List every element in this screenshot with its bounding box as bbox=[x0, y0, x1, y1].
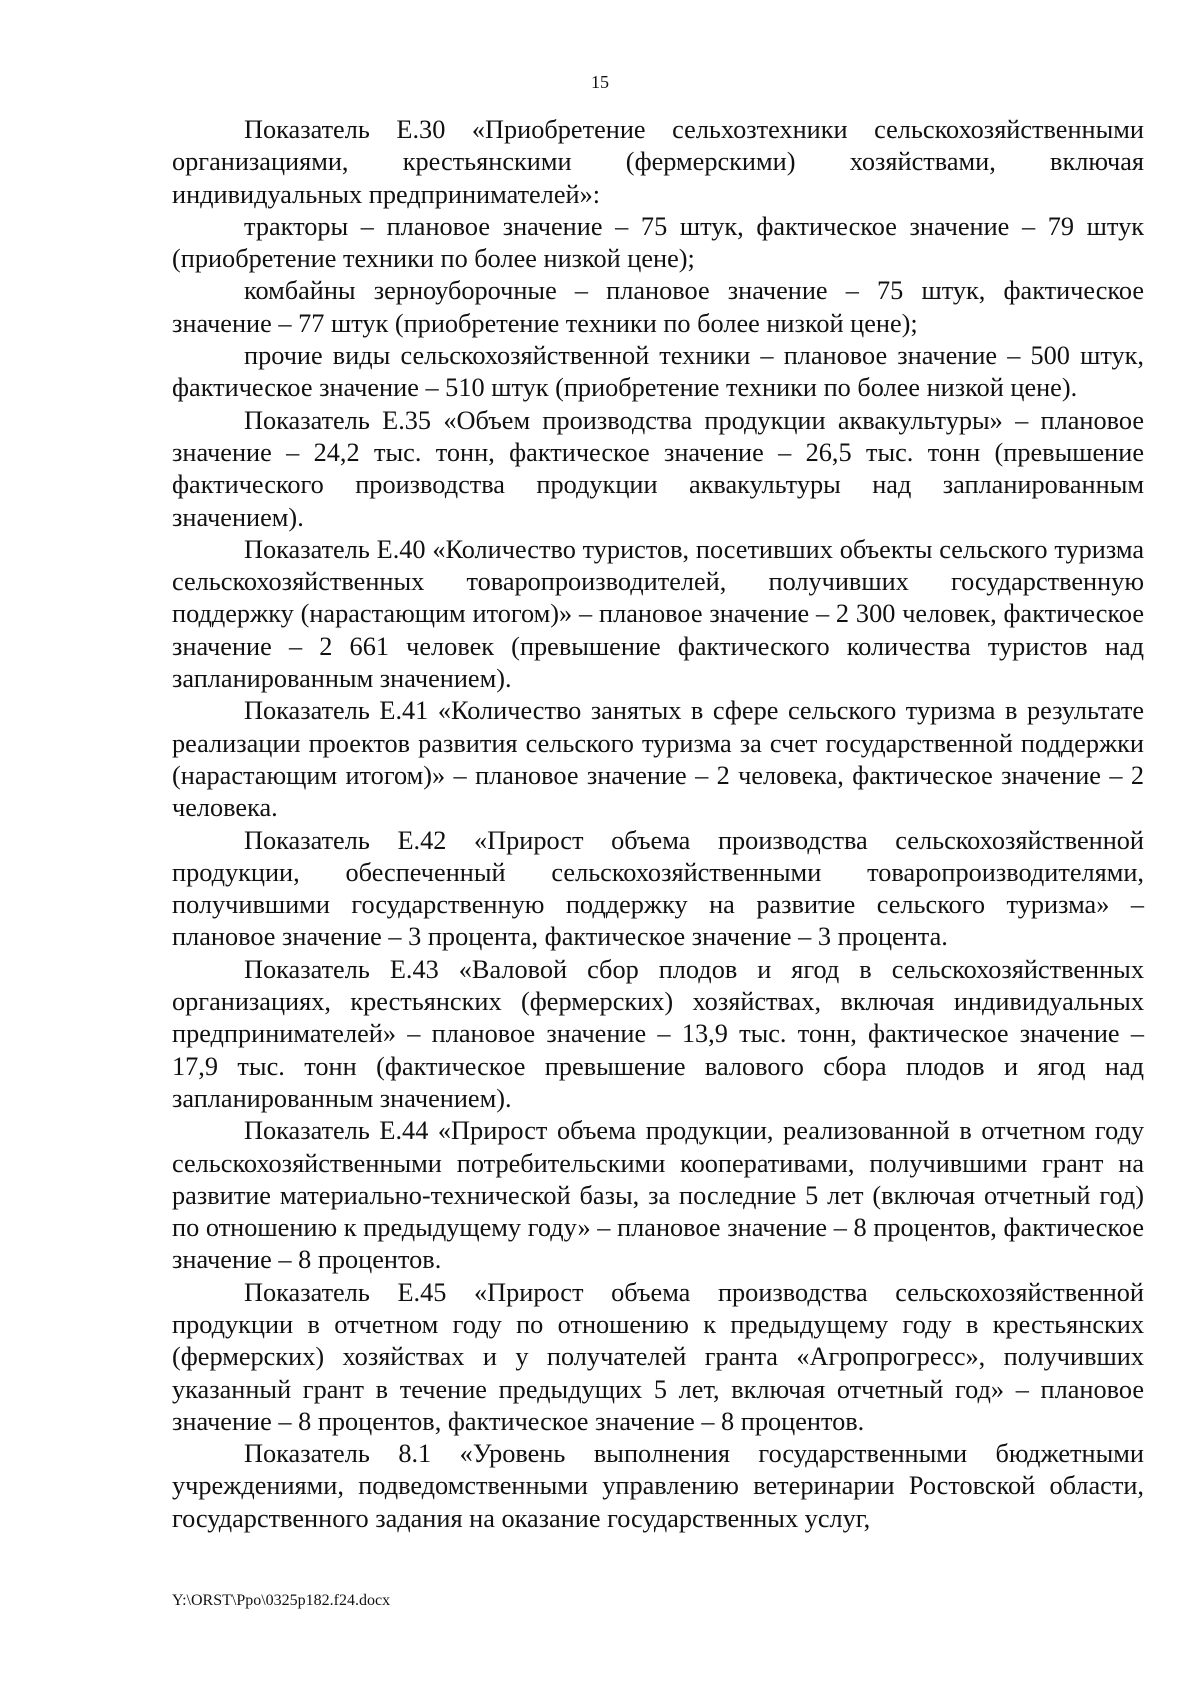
paragraph-e40: Показатель Е.40 «Количество туристов, посетивших объекты сельского туризма сельскохозяйственных товаропроизводителей, получивших государственную поддержку (нарастающим итогом)» – плановое значение – 2 300 человек, фактическое значение – 2 661 человек (превышение фактического количества туристов над запланированным значением). bbox=[172, 534, 1144, 694]
paragraph-e30-title: Показатель Е.30 «Приобретение сельхозтехники сельскохозяйственными организациями, крестьянскими (фермерскими) хозяйствами, включая индивидуальных предпринимателей»: bbox=[172, 115, 1144, 209]
paragraph-combines: комбайны зерноуборочные – плановое значение – 75 штук, фактическое значение – 77 штук (приобретение техники по более низкой цене); bbox=[172, 276, 1144, 338]
paragraph-e44: Показатель Е.44 «Прирост объема продукции, реализованной в отчетном году сельскохозяйственными потребительскими кооперативами, получившими грант на развитие материально-технической базы, за последние 5 лет (включая отчетный год) по отношению к предыдущему году» – плановое значение – 8 процентов, фактическое значение – 8 процентов. bbox=[172, 1116, 1144, 1275]
paragraph-e42: Показатель Е.42 «Прирост объема производства сельскохозяйственной продукции, обеспеченный сельскохозяйственными товаропроизводителями, получившими государственную поддержку на развитие сельского туризма» – плановое значение – 3 процента, фактическое значение – 3 процента. bbox=[172, 825, 1144, 952]
page-number: 15 bbox=[591, 72, 609, 92]
document-body bbox=[172, 114, 1144, 1535]
paragraph-e41: Показатель Е.41 «Количество занятых в сфере сельского туризма в результате реализации проектов развития сельского туризма за счет государственной поддержки (нарастающим итогом)» – плановое значение – 2 человека, фактическое значение – 2 человека. bbox=[172, 696, 1144, 823]
paragraph-e35: Показатель Е.35 «Объем производства продукции аквакультуры» – плановое значение – 24,2 тыс. тонн, фактическое значение – 26,5 тыс. тонн (превышение фактического производства продукции аквакультуры над запланированным значением). bbox=[172, 405, 1144, 532]
paragraph-other-machinery: прочие виды сельскохозяйственной техники – плановое значение – 500 штук, фактическое значение – 510 штук (приобретение техники по более низкой цене). bbox=[172, 341, 1144, 403]
paragraph-8-1: Показатель 8.1 «Уровень выполнения государственными бюджетными учреждениями, подведомственными управлению ветеринарии Ростовской области, государственного задания на оказание государственных услуг, bbox=[172, 1439, 1144, 1533]
paragraph-tractors: тракторы – плановое значение – 75 штук, фактическое значение – 79 штук (приобретение техники по более низкой цене); bbox=[172, 211, 1144, 274]
paragraph-e45: Показатель Е.45 «Прирост объема производства сельскохозяйственной продукции в отчетном году по отношению к предыдущему году в крестьянских (фермерских) хозяйствах и у получателей гранта «Агропрогресс», получивших указанный грант в течение предыдущих 5 лет, включая отчетный год» – плановое значение – 8 процентов, фактическое значение – 8 процентов. bbox=[172, 1277, 1144, 1436]
paragraph-e43: Показатель Е.43 «Валовой сбор плодов и ягод в сельскохозяйственных организациях, крестьянских (фермерских) хозяйствах, включая индивидуальных предпринимателей» – плановое значение – 13,9 тыс. тонн, фактическое значение – 17,9 тыс. тонн (фактическое превышение валового сбора плодов и ягод над запланированным значением). bbox=[172, 954, 1144, 1113]
document-file-path: Y:\ORST\Ppo\0325p182.f24.docx bbox=[172, 1592, 391, 1609]
